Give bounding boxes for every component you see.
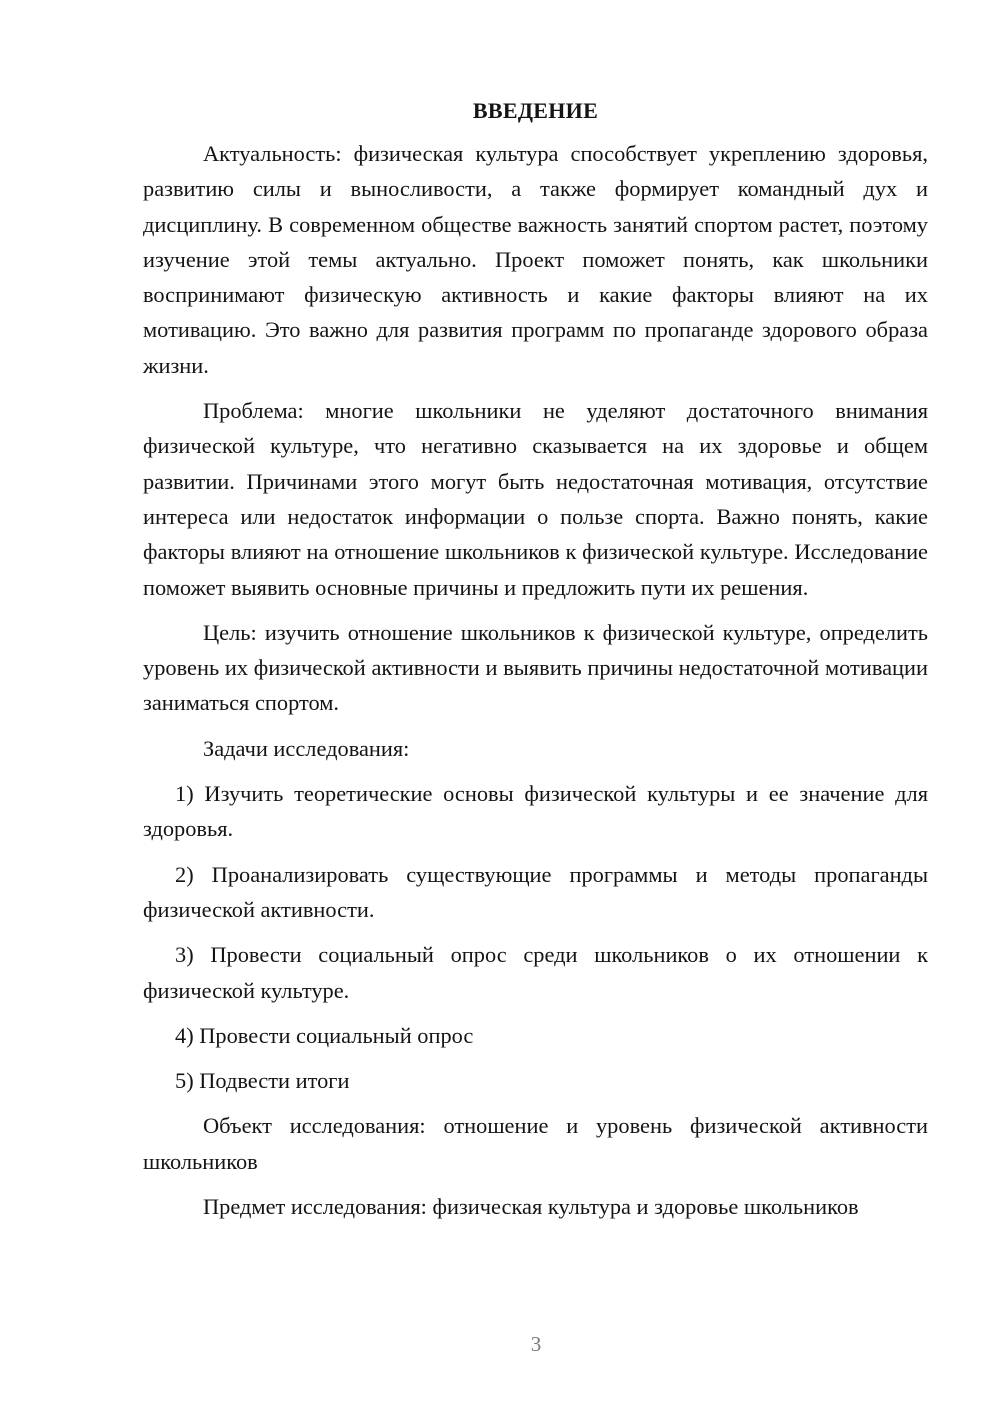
relevance-paragraph: Актуальность: физическая культура способствует укреплению здоровья, развитию силы и выносливости, а также формирует командный дух и дисциплину. В современном обществе важность занятий спортом растет, поэтому изучение этой темы актуально. Проект поможет понять, как школьники воспринимают физическую активность и какие факторы влияют на их мотивацию. Это важно для развития программ по пропаганде здорового образа жизни.	[143, 141, 928, 378]
goal-paragraph: Цель: изучить отношение школьников к физической культуре, определить уровень их физической активности и выявить причины недостаточной мотивации заниматься спортом.	[143, 619, 928, 716]
page-title: ВВЕДЕНИЕ	[472, 98, 599, 123]
tasks-heading: Задачи исследования:	[203, 735, 410, 761]
task-item: 1) Изучить теоретические основы физической культуры и ее значение для здоровья.	[143, 781, 928, 842]
task-item: 2) Проанализировать существующие программы и методы пропаганды физической активности.	[143, 861, 928, 922]
task-item: 4) Провести социальный опрос	[175, 1022, 474, 1048]
object-paragraph: Объект исследования: отношение и уровень физической активности школьников	[143, 1113, 928, 1174]
page-number: 3	[530, 1332, 542, 1356]
subject-paragraph: Предмет исследования: физическая культура и здоровье школьников	[203, 1194, 859, 1220]
task-item: 3) Провести социальный опрос среди школьников о их отношении к физической культуре.	[143, 942, 928, 1003]
document-page	[143, 96, 928, 1234]
task-item: 5) Подвести итоги	[175, 1068, 350, 1094]
problem-paragraph: Проблема: многие школьники не уделяют достаточного внимания физической культуре, что негативно сказывается на их здоровье и общем развитии. Причинами этого могут быть недостаточная мотивация, отсутствие интереса или недостаток информации о пользе спорта. Важно понять, какие факторы влияют на отношение школьников к физической культуре. Исследование поможет выявить основные причины и предложить пути их решения.	[143, 398, 928, 600]
